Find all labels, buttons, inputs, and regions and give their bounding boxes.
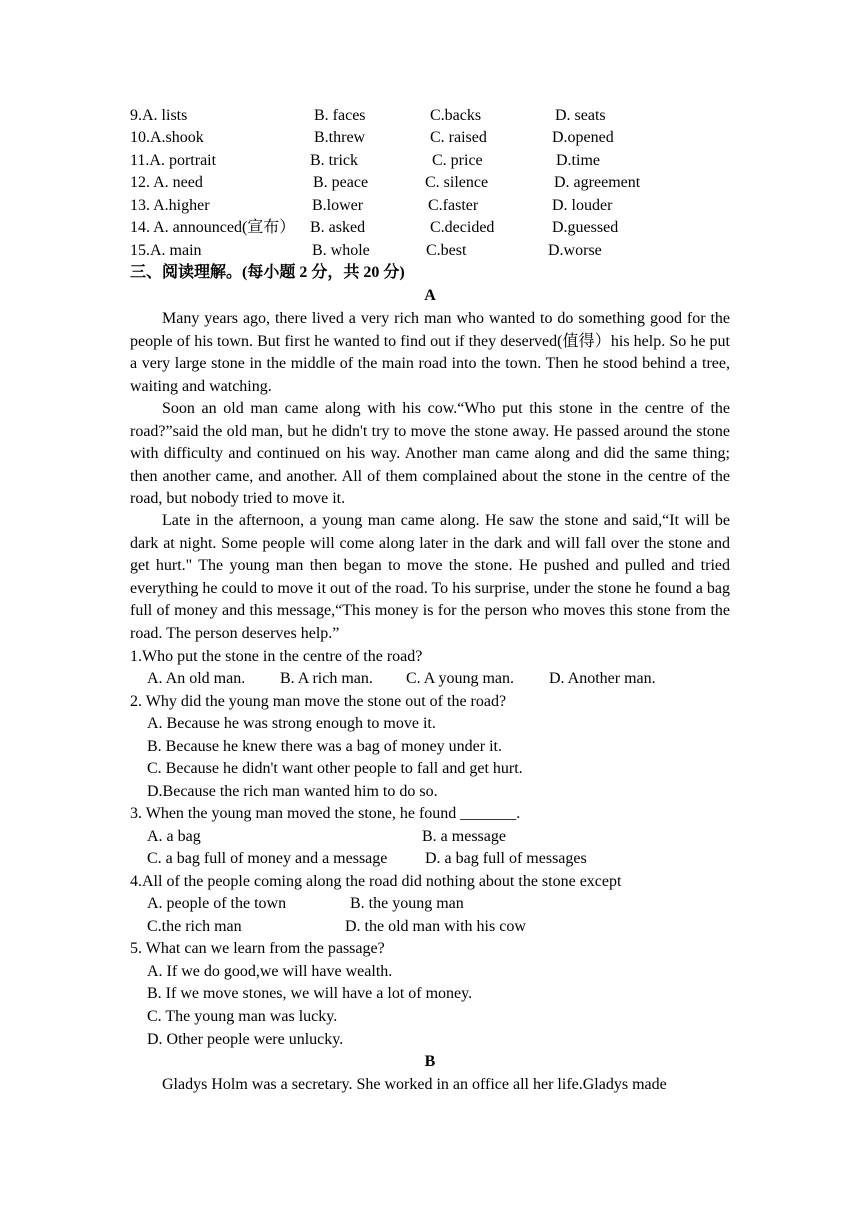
option-d: D. agreement bbox=[554, 174, 641, 191]
question-2-stem: 2. Why did the young man move the stone out of the road? bbox=[130, 693, 507, 710]
question-5-option-b: B. If we move stones, we will have a lot of money. bbox=[147, 985, 473, 1002]
option-b: B.threw bbox=[314, 129, 366, 146]
option-c: C. silence bbox=[425, 174, 489, 191]
question-3-option-d: D. a bag full of messages bbox=[425, 850, 587, 867]
cloze-option-row bbox=[0, 195, 860, 217]
question-1-stem: 1.Who put the stone in the centre of the road? bbox=[130, 648, 423, 665]
passage-a-paragraph-2: Soon an old man came along with his cow.“Who put this stone in the centre of the road?”said the old man, but he didn't try to move the stone away. He passed around the stone with difficulty and continued on his way. Another man came along and did the same thing; then another came, and another. All of them complained about the stone in the centre of the road, but nobody tried to move it. bbox=[130, 400, 730, 507]
option-a: 10.A.shook bbox=[130, 129, 204, 146]
option-d: D.time bbox=[556, 152, 600, 169]
section-heading: 三、阅读理解。(每小题 2 分，共 20 分) bbox=[130, 264, 405, 281]
passage-a-paragraph-1: Many years ago, there lived a very rich man who wanted to do something good for the people of his town. But first he wanted to find out if they deserved(值得）his help. So he put a very large stone in the middle of the main road into the town. Then he stood behind a tree, waiting and watching. bbox=[130, 310, 730, 395]
cloze-option-row bbox=[0, 217, 860, 239]
question-3-option-a: A. a bag bbox=[147, 828, 201, 845]
option-d: D.opened bbox=[552, 129, 614, 146]
question-2-option-a: A. Because he was strong enough to move it. bbox=[147, 715, 436, 732]
option-b: B. faces bbox=[314, 107, 366, 124]
cloze-option-row bbox=[0, 127, 860, 149]
cloze-option-row bbox=[0, 150, 860, 172]
question-2-option-c: C. Because he didn't want other people to fall and get hurt. bbox=[147, 760, 523, 777]
cloze-option-row bbox=[0, 105, 860, 127]
passage-a-label: A bbox=[424, 287, 436, 304]
option-a: 13. A.higher bbox=[130, 197, 210, 214]
option-d: D. seats bbox=[555, 107, 606, 124]
option-d: D. louder bbox=[552, 197, 613, 214]
option-b: B. asked bbox=[310, 219, 366, 236]
question-2-option-d: D.Because the rich man wanted him to do so. bbox=[147, 783, 438, 800]
cloze-option-row bbox=[0, 172, 860, 194]
question-4-stem: 4.All of the people coming along the road did nothing about the stone except bbox=[130, 873, 622, 890]
option-c: C.decided bbox=[430, 219, 495, 236]
question-3-option-b: B. a message bbox=[422, 828, 506, 845]
option-a: 12. A. need bbox=[130, 174, 203, 191]
question-4-option-d: D. the old man with his cow bbox=[345, 918, 526, 935]
option-c: C. raised bbox=[430, 129, 487, 146]
option-d: D.worse bbox=[548, 242, 602, 259]
option-a: 9.A. lists bbox=[130, 107, 188, 124]
option-b: B. whole bbox=[312, 242, 370, 259]
passage-a-paragraph-3: Late in the afternoon, a young man came along. He saw the stone and said,“It will be dark at night. Some people will come along later in the dark and will fall over the stone and get hurt." The young man then began to move the stone. He pushed and pulled and tried everything he could to move it out of the road. To his surprise, under the stone he found a bag full of money and this message,“This money is for the person who moves this stone from the road. The person deserves help.” bbox=[130, 512, 730, 642]
passage-b-label: B bbox=[424, 1053, 436, 1070]
question-4-option-b: B. the young man bbox=[350, 895, 464, 912]
question-1-option-d: D. Another man. bbox=[549, 670, 656, 687]
question-1-option-c: C. A young man. bbox=[406, 670, 515, 687]
question-5-stem: 5. What can we learn from the passage? bbox=[130, 940, 385, 957]
option-c: C.faster bbox=[428, 197, 479, 214]
cloze-option-row bbox=[0, 240, 860, 262]
option-c: C.backs bbox=[430, 107, 482, 124]
question-4-option-a: A. people of the town bbox=[147, 895, 287, 912]
option-b: B.lower bbox=[312, 197, 364, 214]
option-a: 14. A. announced(宣布） bbox=[130, 219, 296, 236]
question-5-option-c: C. The young man was lucky. bbox=[147, 1008, 338, 1025]
question-1-option-b: B. A rich man. bbox=[280, 670, 373, 687]
option-a: 15.A. main bbox=[130, 242, 202, 259]
question-5-option-d: D. Other people were unlucky. bbox=[147, 1031, 344, 1048]
option-c: C. price bbox=[432, 152, 483, 169]
question-4-option-c: C.the rich man bbox=[147, 918, 242, 935]
question-5-option-a: A. If we do good,we will have wealth. bbox=[147, 963, 393, 980]
passage-b-first-line: Gladys Holm was a secretary. She worked in an office all her life.Gladys made bbox=[162, 1076, 667, 1093]
question-1-option-a: A. An old man. bbox=[147, 670, 246, 687]
option-c: C.best bbox=[426, 242, 467, 259]
question-2-option-b: B. Because he knew there was a bag of money under it. bbox=[147, 738, 502, 755]
option-b: B. trick bbox=[310, 152, 358, 169]
option-d: D.guessed bbox=[552, 219, 619, 236]
question-3-option-c: C. a bag full of money and a message bbox=[147, 850, 388, 867]
option-a: 11.A. portrait bbox=[130, 152, 217, 169]
question-3-stem: 3. When the young man moved the stone, he found _______. bbox=[130, 805, 521, 822]
option-b: B. peace bbox=[313, 174, 369, 191]
